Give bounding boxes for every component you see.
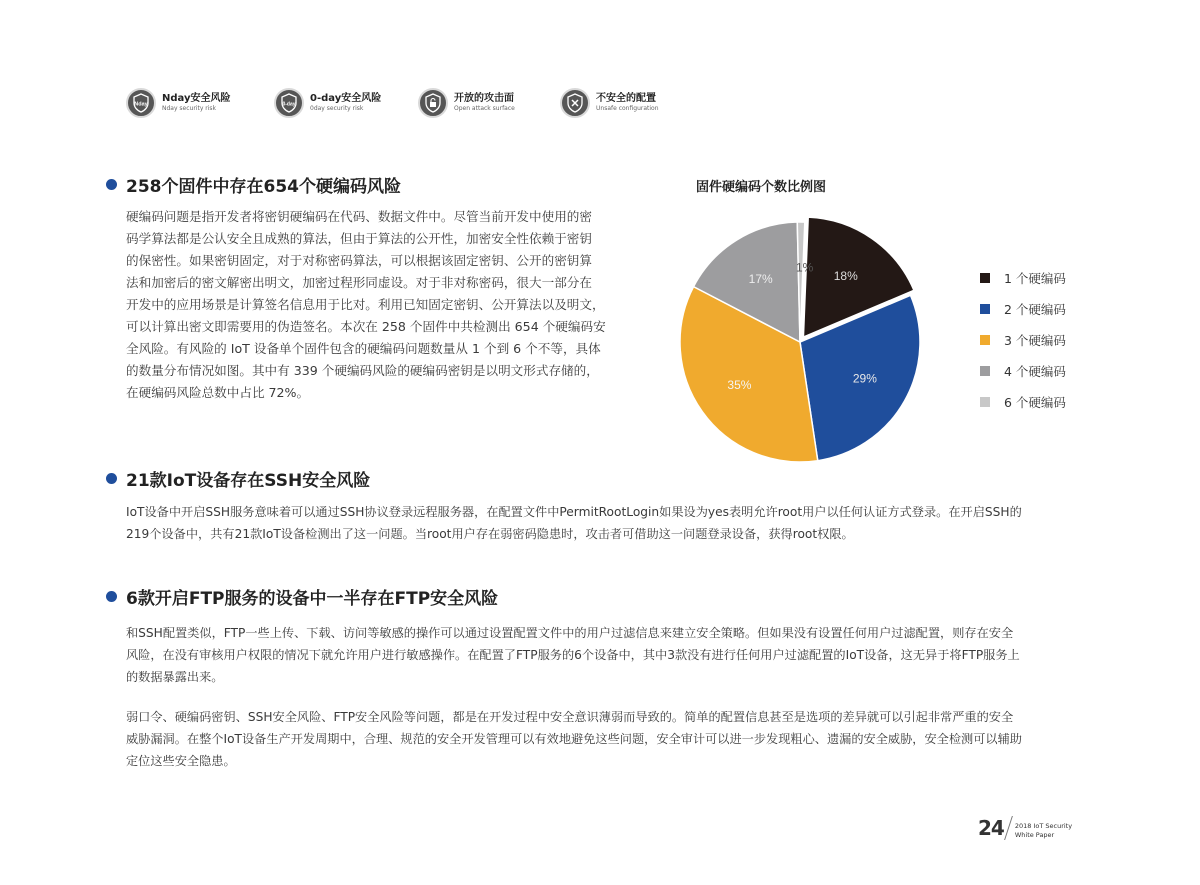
risk-label-zh: 开放的攻击面 bbox=[454, 93, 514, 105]
paragraph-line: 的数量分布情况如图。其中有 339 个硬编码风险的硬编码密钥是以明文形式存储的， bbox=[126, 363, 599, 378]
paragraph-line: 法和加密后的密文解密出明文，加密过程形同虚设。对于非对称密码，很大一部分在 bbox=[126, 275, 592, 290]
paragraph-line: 开发中的应用场景是计算签名信息用于比对。利用已知固定密钥、公开算法以及明文， bbox=[126, 297, 605, 312]
risk-label-en: Nday security risk bbox=[162, 105, 217, 113]
risk-item-attack-surface bbox=[418, 86, 515, 120]
risk-label-zh: Nday安全风险 bbox=[162, 93, 231, 105]
legend-item bbox=[980, 293, 1066, 324]
publication-line: 2018 IoT Security bbox=[1014, 822, 1073, 830]
legend-swatch bbox=[980, 273, 990, 283]
risk-item-0day bbox=[274, 86, 381, 120]
risk-label-en: 0day security risk bbox=[310, 105, 364, 113]
paragraph-line: 全风险。有风险的 IoT 设备单个固件包含的硬编码问题数量从 1 个到 6 个不等，具体 bbox=[126, 341, 601, 356]
section-title: 6款开启FTP服务的设备中一半存在FTP安全风险 bbox=[126, 589, 499, 609]
publication-name bbox=[1015, 822, 1072, 840]
paragraph-line: 威胁漏洞。在整个IoT设备生产开发周期中，合理、规范的安全开发管理可以有效地避免这些问题，安全审计可以进一步发现粗心、遗漏的安全威胁，安全检测可以辅助 bbox=[126, 732, 1022, 746]
paragraph-line: 219个设备中，共有21款IoT设备检测出了这一问题。当root用户存在弱密码隐患时，攻击者可借助这一问题登录设备，获得root权限。 bbox=[126, 527, 854, 541]
legend-label: 3 个硬编码 bbox=[1004, 332, 1066, 348]
ftp-paragraph bbox=[126, 622, 1076, 688]
unsafe-config-icon bbox=[560, 88, 590, 118]
bullet-icon bbox=[106, 179, 117, 190]
legend-label: 4 个硬编码 bbox=[1004, 363, 1066, 379]
legend-item bbox=[980, 355, 1066, 386]
attack-surface-icon bbox=[418, 88, 448, 118]
pie-data-label: 29% bbox=[852, 371, 877, 386]
paragraph-line: 和SSH配置类似，FTP一些上传、下载、访问等敏感的操作可以通过设置配置文件中的用户过滤信息来建立安全策略。但如果没有设置任何用户过滤配置，则存在安全 bbox=[126, 626, 1014, 640]
legend-swatch bbox=[980, 304, 990, 314]
paragraph-line: 码学算法都是公认安全且成熟的算法，但由于算法的公开性，加密安全性依赖于密钥 bbox=[126, 231, 592, 246]
pie-data-label: 17% bbox=[748, 271, 773, 286]
section-heading-ssh bbox=[106, 466, 370, 491]
legend-label: 6 个硬编码 bbox=[1004, 394, 1066, 410]
summary-paragraph bbox=[126, 706, 1076, 772]
risk-label-zh: 不安全的配置 bbox=[596, 93, 656, 105]
paragraph-line: 风险，在没有审核用户权限的情况下就允许用户进行敏感操作。在配置了FTP服务的6个设备中，其中3款没有进行任何用户过滤配置的IoT设备，这无异于将FTP服务上 bbox=[126, 648, 1020, 662]
section-title: 21款IoT设备存在SSH安全风险 bbox=[126, 471, 371, 491]
svg-text:Nday: Nday bbox=[134, 101, 148, 108]
section-heading-hardcode bbox=[106, 172, 401, 197]
pie-data-label: 1% bbox=[795, 260, 814, 275]
legend-item bbox=[980, 324, 1066, 355]
paragraph-line: 弱口令、硬编码密钥、SSH安全风险、FTP安全风险等问题，都是在开发过程中安全意识薄弱而导致的。简单的配置信息甚至是选项的差异就可以引起非常严重的安全 bbox=[126, 710, 1014, 724]
section-title: 258个固件中存在654个硬编码风险 bbox=[126, 177, 401, 197]
page-number: 24 bbox=[978, 816, 1004, 840]
chart-legend bbox=[980, 262, 1066, 417]
legend-item bbox=[980, 386, 1066, 417]
legend-label: 1 个硬编码 bbox=[1004, 270, 1066, 286]
risk-label-en: Unsafe configuration bbox=[596, 105, 659, 113]
pie-data-label: 35% bbox=[727, 378, 752, 393]
paragraph-line: 定位这些安全隐患。 bbox=[126, 754, 236, 768]
risk-item-nday bbox=[126, 86, 231, 120]
paragraph-line: 的保密性。如果密钥固定，对于对称密码算法，可以根据该固定密钥、公开的密钥算 bbox=[126, 253, 592, 268]
paragraph-line: 的数据暴露出来。 bbox=[126, 670, 224, 684]
paragraph-line: 可以计算出密文即需要用的伪造签名。本次在 258 个固件中共检测出 654 个硬编码安 bbox=[126, 319, 606, 334]
paragraph-line: IoT设备中开启SSH服务意味着可以通过SSH协议登录远程服务器，在配置文件中PermitRootLogin如果设为yes表明允许root用户以任何认证方式登录。在开启SSH的 bbox=[126, 505, 1022, 519]
section-heading-ftp bbox=[106, 584, 498, 609]
footer-divider bbox=[1004, 816, 1013, 840]
legend-swatch bbox=[980, 397, 990, 407]
paragraph-line: 在硬编码风险总数中占比 72%。 bbox=[126, 385, 310, 400]
legend-swatch bbox=[980, 366, 990, 376]
legend-swatch bbox=[980, 335, 990, 345]
svg-text:0-day: 0-day bbox=[282, 101, 296, 108]
pie-chart bbox=[660, 200, 940, 480]
legend-item bbox=[980, 262, 1066, 293]
pie-data-label: 18% bbox=[833, 268, 858, 283]
0day-icon bbox=[274, 88, 304, 118]
bullet-icon bbox=[106, 473, 117, 484]
bullet-icon bbox=[106, 591, 117, 602]
legend-label: 2 个硬编码 bbox=[1004, 301, 1066, 317]
risk-item-unsafe-config bbox=[560, 86, 659, 120]
publication-line: White Paper bbox=[1014, 831, 1055, 839]
hardcode-paragraph bbox=[126, 206, 636, 404]
page-footer bbox=[978, 816, 1072, 840]
risk-legend-bar bbox=[126, 86, 746, 120]
risk-label-zh: 0-day安全风险 bbox=[310, 93, 382, 105]
ssh-paragraph bbox=[126, 501, 1076, 545]
chart-title: 固件硬编码个数比例图 bbox=[696, 180, 827, 195]
paragraph-line: 硬编码问题是指开发者将密钥硬编码在代码、数据文件中。尽管当前开发中使用的密 bbox=[126, 209, 592, 224]
risk-label-en: Open attack surface bbox=[454, 105, 515, 113]
nday-icon bbox=[126, 88, 156, 118]
